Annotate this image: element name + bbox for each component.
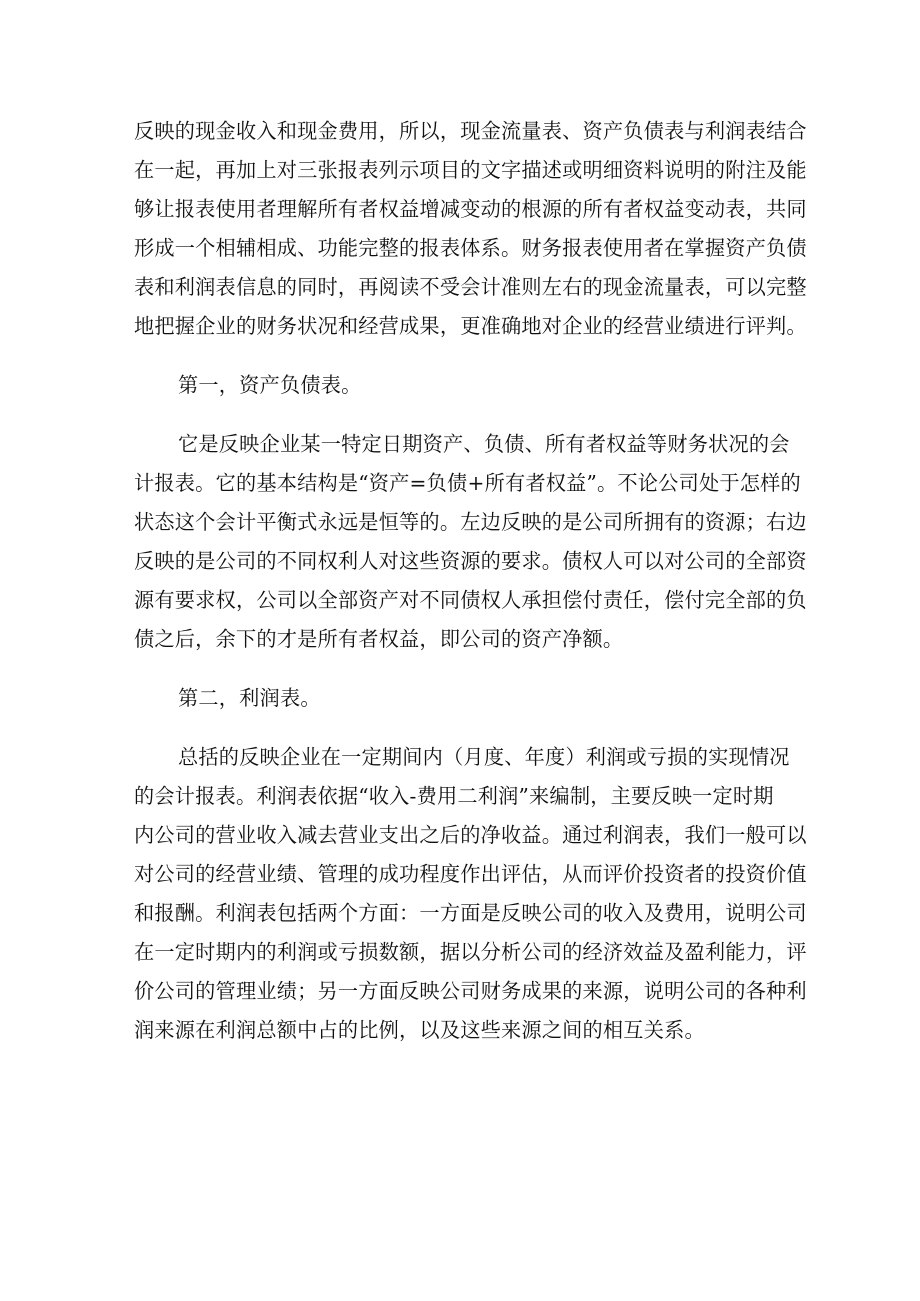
paragraph-income-statement <box>134 738 807 1050</box>
text-line: 内公司的营业收入减去营业支出之后的净收益。通过利润表，我们一般可以 <box>134 823 807 847</box>
paragraph-gap <box>134 718 800 738</box>
document-body <box>134 112 807 1050</box>
text-line: 反映的是公司的不同权利人对这些资源的要求。债权人可以对公司的全部资 <box>134 549 807 573</box>
text-line: 的会计报表。利润表依据“收入-费用二利润”来编制，主要反映一定时期 <box>134 784 774 808</box>
text-line: 源有要求权，公司以全部资产对不同债权人承担偿付责任，偿付完全部的负 <box>134 588 807 612</box>
paragraph-balance-sheet <box>134 425 807 659</box>
section-heading-income-statement: 第二，利润表。 <box>178 686 321 710</box>
text-line: 表和利润表信息的同时，再阅读不受会计准则左右的现金流量表，可以完整 <box>134 275 807 299</box>
text-line: 它是反映企业某一特定日期资产、负债、所有者权益等财务状况的会 <box>178 432 790 456</box>
text-line: 和报酬。利润表包括两个方面：一方面是反映公司的收入及费用，说明公司 <box>134 901 807 925</box>
paragraph-cash-flow-summary <box>134 112 807 346</box>
text-line: 价公司的管理业绩；另一方面反映公司财务成果的来源，说明公司的各种利 <box>134 979 807 1003</box>
section-heading-balance-sheet: 第一，资产负债表。 <box>178 373 362 397</box>
text-line: 债之后，余下的才是所有者权益，即公司的资产净额。 <box>134 627 624 651</box>
text-line: 对公司的经营业绩、管理的成功程度作出评估，从而评价投资者的投资价值 <box>134 862 807 886</box>
paragraph-gap <box>134 346 800 366</box>
text-line: 计报表。它的基本结构是“资产=负债+所有者权益”。不论公司处于怎样的 <box>134 471 801 495</box>
text-line: 够让报表使用者理解所有者权益增减变动的根源的所有者权益变动表，共同 <box>134 197 807 221</box>
text-line: 在一定时期内的利润或亏损数额，据以分析公司的经济效益及盈利能力，评 <box>134 940 807 964</box>
text-line: 地把握企业的财务状况和经营成果，更准确地对企业的经营业绩进行评判。 <box>134 314 807 338</box>
text-line: 润来源在利润总额中占的比例，以及这些来源之间的相互关系。 <box>134 1018 705 1042</box>
text-line: 在一起，再加上对三张报表列示项目的文字描述或明细资料说明的附注及能 <box>134 158 807 182</box>
paragraph-gap <box>134 405 800 425</box>
text-line: 总括的反映企业在一定期间内（月度、年度）利润或亏损的实现情况 <box>178 745 790 769</box>
paragraph-gap <box>134 659 800 679</box>
text-line: 反映的现金收入和现金费用，所以，现金流量表、资产负债表与利润表结合 <box>134 119 807 143</box>
text-line: 状态这个会计平衡式永远是恒等的。左边反映的是公司所拥有的资源；右边 <box>134 510 807 534</box>
text-line: 形成一个相辅相成、功能完整的报表体系。财务报表使用者在掌握资产负债 <box>134 236 807 260</box>
